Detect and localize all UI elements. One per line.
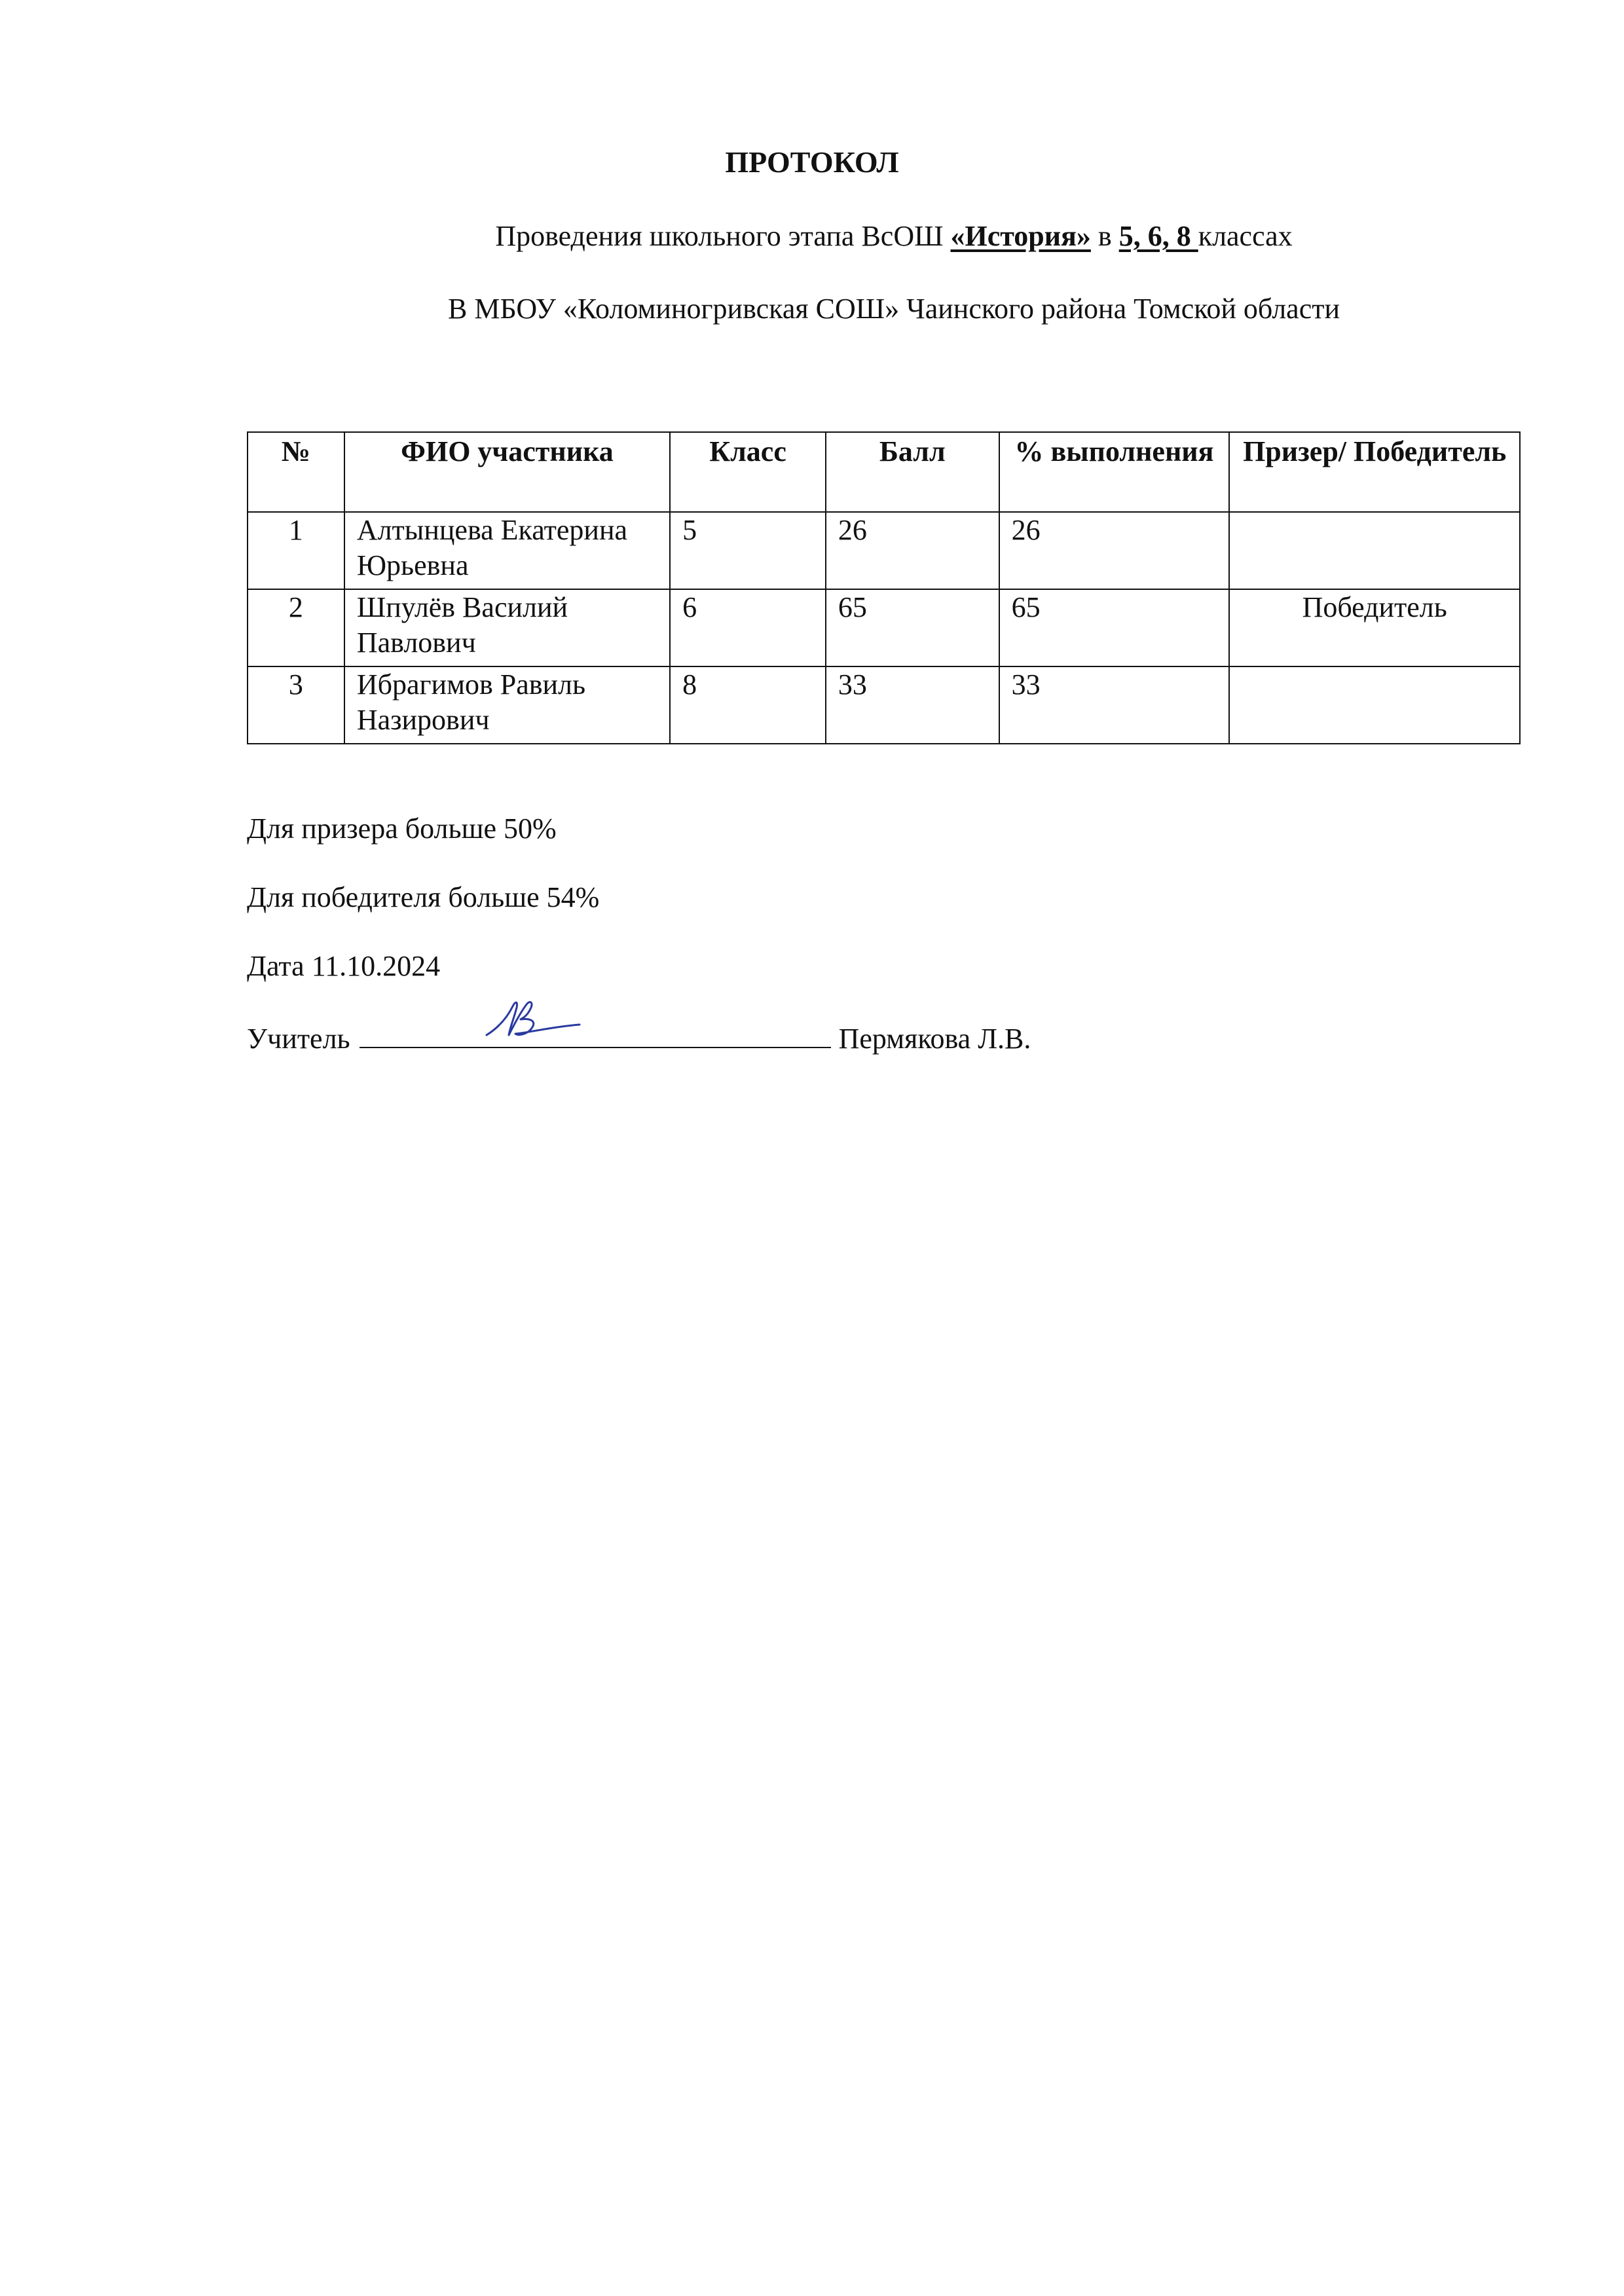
cell-percent: 33 (999, 666, 1230, 744)
prize-threshold-note: Для призера больше 50% (247, 812, 557, 845)
cell-score: 65 (826, 589, 999, 666)
teacher-name: Пермякова Л.В. (838, 1023, 1031, 1055)
cell-name: Ибрагимов Равиль Назирович (344, 666, 670, 744)
school-line: В МБОУ «Коломиногривская СОШ» Чаинского района Томской области (447, 293, 1340, 325)
subtitle-middle: в (1090, 220, 1119, 252)
header-percent: % выполнения (999, 432, 1230, 512)
cell-grade: 6 (670, 589, 826, 666)
results-table (247, 431, 1521, 744)
table-header-row (248, 432, 1520, 512)
table-row (248, 666, 1520, 744)
header-number: № (248, 432, 344, 512)
subtitle-prefix: Проведения школьного этапа ВсОШ (495, 220, 951, 252)
header-name: ФИО участника (344, 432, 670, 512)
cell-number: 3 (248, 666, 344, 744)
cell-score: 33 (826, 666, 999, 744)
table-row (248, 512, 1520, 589)
document-date: Дата 11.10.2024 (247, 950, 441, 982)
winner-threshold-note: Для победителя больше 54% (247, 881, 600, 913)
document-title: ПРОТОКОЛ (725, 145, 899, 179)
signature-icon (484, 996, 582, 1043)
teacher-signature-line (247, 1018, 1031, 1056)
cell-percent: 26 (999, 512, 1230, 589)
cell-award (1229, 512, 1520, 589)
cell-number: 1 (248, 512, 344, 589)
cell-award (1229, 666, 1520, 744)
subtitle-suffix: классах (1198, 220, 1293, 252)
document-subtitle (0, 219, 1624, 253)
teacher-label: Учитель (247, 1023, 350, 1055)
grades-list: 5, 6, 8 (1118, 220, 1198, 252)
signature-field (360, 1018, 831, 1048)
table-row (248, 589, 1520, 666)
cell-grade: 5 (670, 512, 826, 589)
header-grade: Класс (670, 432, 826, 512)
cell-award: Победитель (1229, 589, 1520, 666)
subject-name: «История» (950, 220, 1091, 252)
cell-name: Алтынцева Екатерина Юрьевна (344, 512, 670, 589)
cell-score: 26 (826, 512, 999, 589)
cell-name: Шпулёв Василий Павлович (344, 589, 670, 666)
cell-number: 2 (248, 589, 344, 666)
header-award: Призер/ Победитель (1229, 432, 1520, 512)
cell-percent: 65 (999, 589, 1230, 666)
header-score: Балл (826, 432, 999, 512)
cell-grade: 8 (670, 666, 826, 744)
